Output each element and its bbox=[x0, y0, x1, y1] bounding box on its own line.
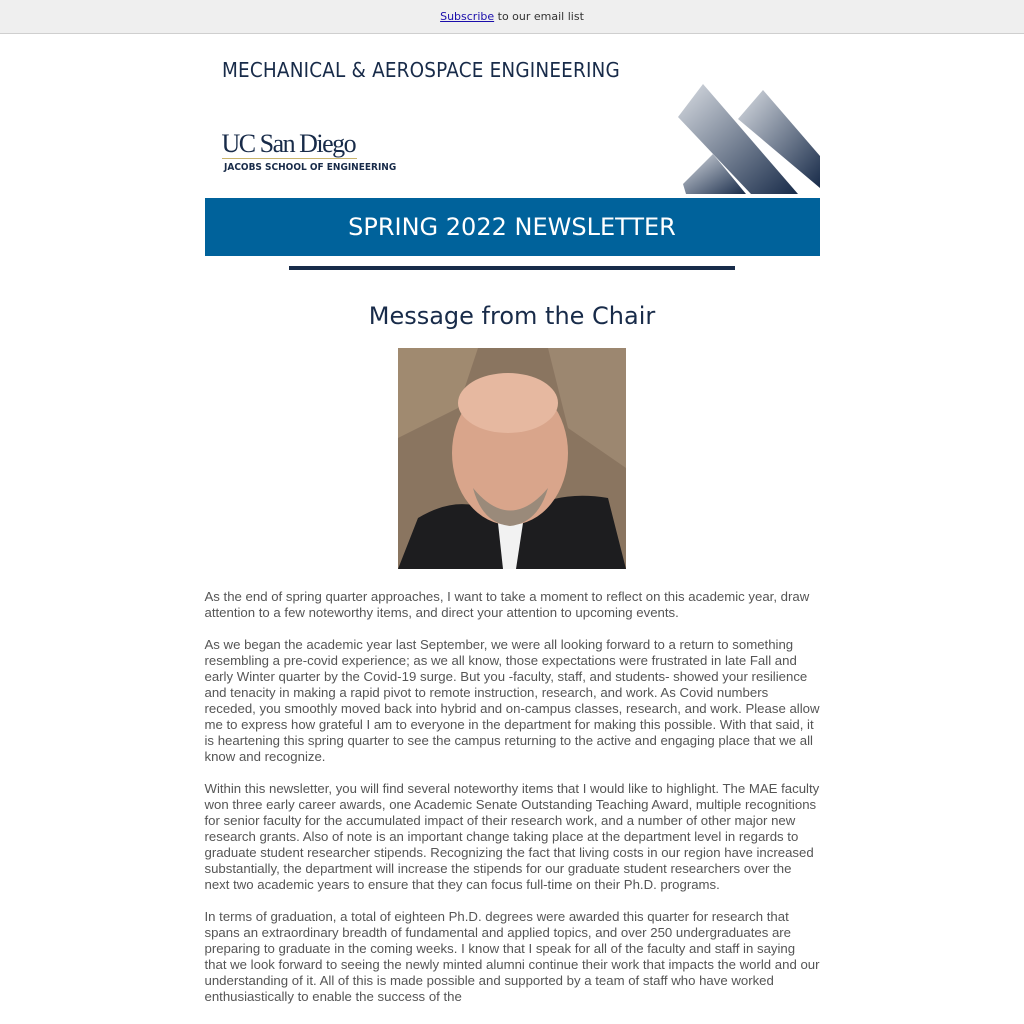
subscribe-bar bbox=[0, 0, 1024, 34]
chair-message bbox=[205, 589, 820, 1005]
school-name: JACOBS SCHOOL OF ENGINEERING bbox=[223, 162, 396, 173]
newsletter-banner: SPRING 2022 NEWSLETTER bbox=[205, 198, 820, 256]
section-title: Message from the Chair bbox=[368, 302, 656, 330]
subscribe-text: to our email list bbox=[494, 10, 584, 23]
paragraph: As we began the academic year last September, we were all looking forward to a return to something resembling a pre-covid experience; as we all know, those expectations were frustrated in late Fall and early Winter quarter by the Covid-19 surge. But you -faculty, staff, and students- showed your resilience and tenacity in making a rapid pivot to remote instruction, research, and work. As Covid numbers receded, you smoothly moved back into hybrid and on-campus classes, research, and work. Please allow me to express how grateful I am to everyone in the department for making this possible. With that said, it is heartening this spring quarter to see the campus returning to the active and engaging place that we all know and recognize. bbox=[204, 637, 820, 764]
newsletter bbox=[205, 34, 820, 1005]
chair-portrait-photo bbox=[398, 348, 626, 569]
ucsd-logo: UC San Diego bbox=[221, 129, 356, 158]
paragraph: As the end of spring quarter approaches, I want to take a moment to reflect on this academic year, draw attention to a few noteworthy items, and direct your attention to upcoming events. bbox=[204, 589, 810, 620]
divider bbox=[289, 266, 735, 270]
paragraph: In terms of graduation, a total of eighteen Ph.D. degrees were awarded this quarter for research that spans an extraordinary breadth of fundamental and applied topics, and over 250 undergraduates are preparing to graduate in the coming weeks. I know that I speak for all of the faculty and staff in saying that we look forward to seeing the newly minted alumni continue their work that impacts the world and our understanding of it. All of this is made possible and supported by a team of staff who have worked enthusiastically to enable the success of the bbox=[204, 909, 820, 1004]
header bbox=[205, 34, 820, 198]
subscribe-link[interactable]: Subscribe bbox=[440, 10, 495, 23]
paragraph: Within this newsletter, you will find several noteworthy items that I would like to highlight. The MAE faculty won three early career awards, one Academic Senate Outstanding Teaching Award, multiple recognitions for senior faculty for the accumulated impact of their research work, and a number of other major new research grants. Also of note is an important change taking place at the department level in regards to graduate student researcher stipends. Recognizing the fact that living costs in our region have increased substantially, the department will increase the stipends for our graduate student researchers over the next two academic years to ensure that they can focus full-time on their Ph.D. programs. bbox=[204, 781, 820, 892]
decorative-stripes-graphic bbox=[678, 84, 820, 194]
department-title: MECHANICAL & AEROSPACE ENGINEERING bbox=[221, 58, 620, 82]
